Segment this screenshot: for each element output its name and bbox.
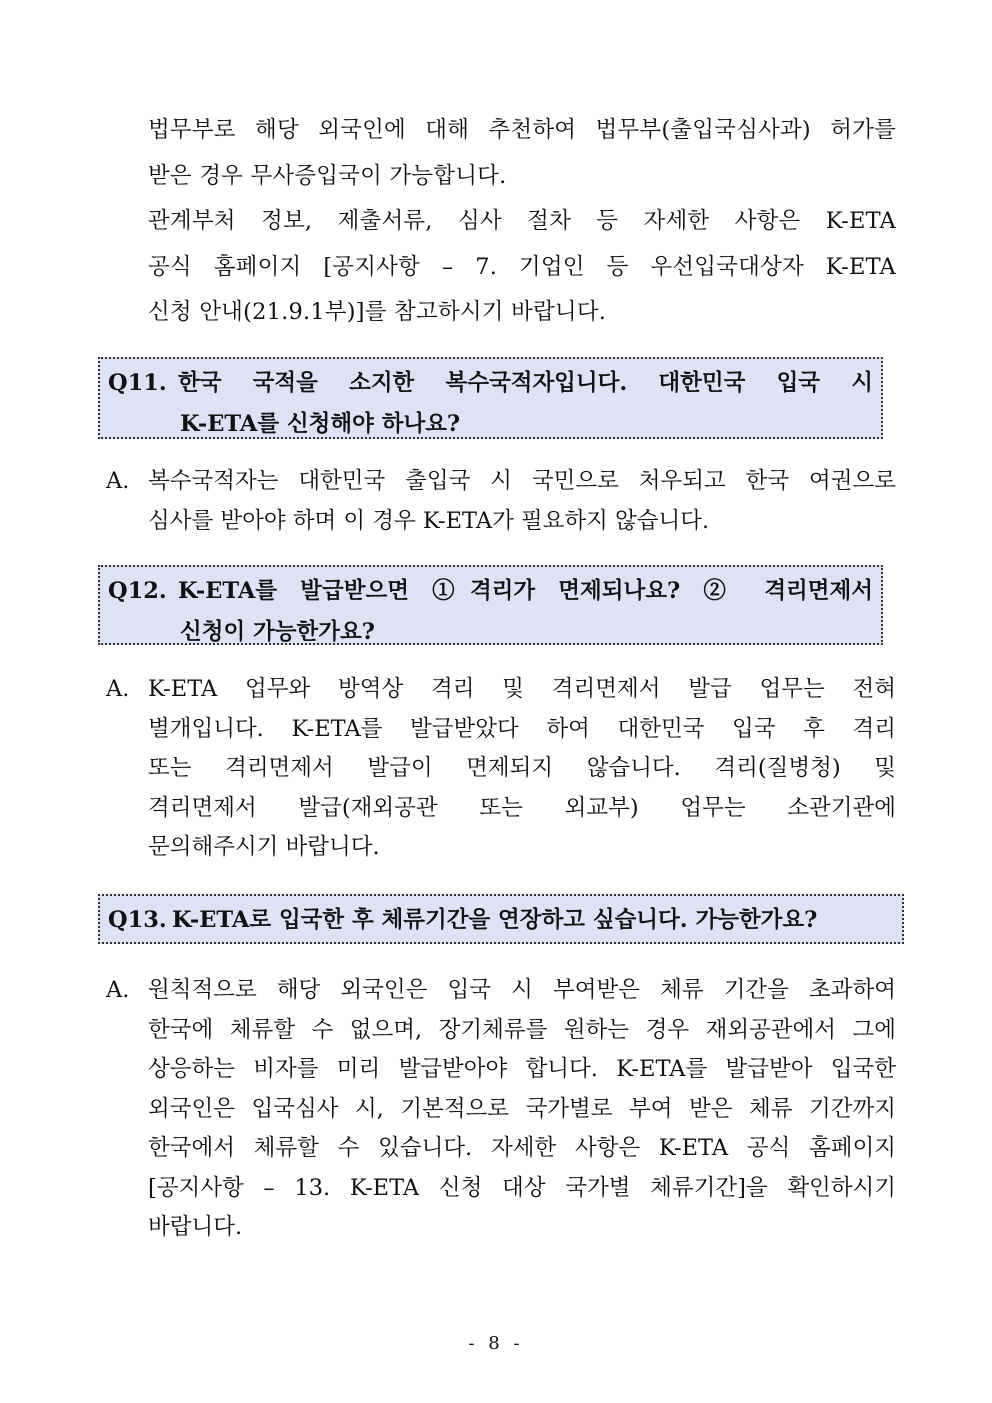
answer-line: 한국에서 체류할 수 있습니다. 자세한 사항은 K-ETA 공식 홈페이지 <box>148 1135 896 1161</box>
answer-line: 한국에 체류할 수 없으며, 장기체류를 원하는 경우 재외공관에서 그에 <box>148 1016 896 1043</box>
question-text: 신청이 가능한가요? <box>180 619 375 645</box>
answer-line: 별개입니다. K-ETA를 발급받았다 하여 대한민국 입국 후 격리 <box>148 715 896 742</box>
question-text: K-ETA를 신청해야 하나요? <box>180 411 461 437</box>
question-number: Q12. <box>108 578 167 604</box>
question-text: K-ETA를 발급받으면 ①격리가 면제되나요? ② 격리면제서 <box>178 578 873 604</box>
answer-line: 외국인은 입국심사 시, 기본적으로 국가별로 부여 받은 체류 기간까지 <box>148 1095 896 1122</box>
answer-line: 복수국적자는 대한민국 출입국 시 국민으로 처우되고 한국 여권으로 <box>148 468 896 494</box>
question-box-q11 <box>98 357 883 439</box>
answer-line: [공지사항 – 13. K-ETA 신청 대상 국가별 체류기간]을 확인하시기 <box>148 1174 896 1201</box>
answer-q13 <box>106 971 896 1248</box>
answer-q12 <box>106 670 896 868</box>
question-number: Q13. <box>108 907 167 933</box>
answer-line: 심사를 받아야 하며 이 경우 K-ETA가 필요하지 않습니다. <box>148 507 710 534</box>
question-number: Q11. <box>108 370 167 396</box>
question-box-q12 <box>98 565 883 645</box>
page-number: - 8 - <box>468 1333 524 1354</box>
question-text: 한국 국적을 소지한 복수국적자입니다. 대한민국 입국 시 <box>178 370 873 396</box>
answer-label: A. <box>106 676 130 702</box>
intro-line: 받은 경우 무사증입국이 가능합니다. <box>148 162 507 189</box>
answer-q11 <box>106 462 896 541</box>
answer-line: 문의해주시기 바랍니다. <box>148 834 380 860</box>
answer-line: 바랍니다. <box>148 1214 243 1240</box>
intro-line: 신청 안내(21.9.1부)]를 참고하시기 바랍니다. <box>148 299 607 325</box>
answer-line: 상응하는 비자를 미리 발급받아야 합니다. K-ETA를 발급받아 입국한 <box>148 1056 896 1082</box>
answer-label: A. <box>106 468 130 494</box>
intro-paragraph <box>148 108 896 336</box>
answer-line: 또는 격리면제서 발급이 면제되지 않습니다. 격리(질병청) 및 <box>148 755 896 781</box>
question-text: K-ETA로 입국한 후 체류기간을 연장하고 싶습니다. 가능한가요? <box>172 907 818 933</box>
intro-line: 관계부처 정보, 제출서류, 심사 절차 등 자세한 사항은 K-ETA <box>148 208 896 234</box>
intro-line: 공식 홈페이지 [공지사항 – 7. 기업인 등 우선입국대상자 K-ETA <box>148 253 896 280</box>
answer-label: A. <box>106 977 130 1003</box>
intro-line: 법무부로 해당 외국인에 대해 추천하여 법무부(출입국심사과) 허가를 <box>148 117 896 143</box>
question-box-q13 <box>98 894 904 944</box>
answer-line: K-ETA 업무와 방역상 격리 및 격리면제서 발급 업무는 전혀 <box>148 676 896 702</box>
answer-line: 격리면제서 발급(재외공관 또는 외교부) 업무는 소관기관에 <box>148 794 896 821</box>
answer-line: 원칙적으로 해당 외국인은 입국 시 부여받은 체류 기간을 초과하여 <box>148 977 896 1003</box>
